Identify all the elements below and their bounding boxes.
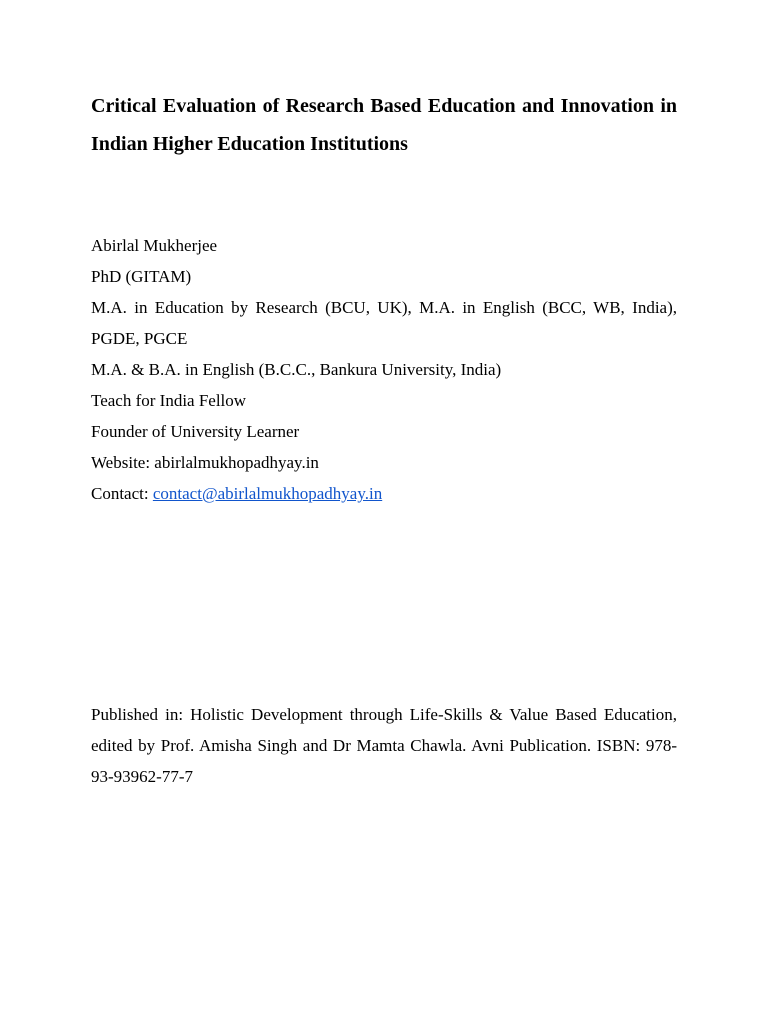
author-qualifications-primary: M.A. in Education by Research (BCU, UK), M.A. in English (BCC, WB, India), PGDE, PGCE <box>91 298 677 348</box>
author-name: Abirlal Mukherjee <box>91 236 218 255</box>
author-info <box>91 230 677 509</box>
author-qualifications-secondary: M.A. & B.A. in English (B.C.C., Bankura University, India) <box>91 360 502 379</box>
contact-label: Contact: <box>91 484 149 503</box>
publication-info: Published in: Holistic Development through Life-Skills & Value Based Education, edited by Prof. Amisha Singh and Dr Mamta Chawla. Avni Publication. ISBN: 978-93-93962-77-7 <box>91 705 677 786</box>
author-degree: PhD (GITAM) <box>91 267 192 286</box>
document-title: Critical Evaluation of Research Based Education and Innovation in Indian Higher Education Institutions <box>91 95 677 155</box>
author-website: Website: abirlalmukhopadhyay.in <box>91 453 319 472</box>
author-founder: Founder of University Learner <box>91 422 300 441</box>
author-fellowship: Teach for India Fellow <box>91 391 247 410</box>
contact-email-link[interactable]: contact@abirlalmukhopadhyay.in <box>152 484 383 503</box>
author-contact <box>91 478 677 509</box>
